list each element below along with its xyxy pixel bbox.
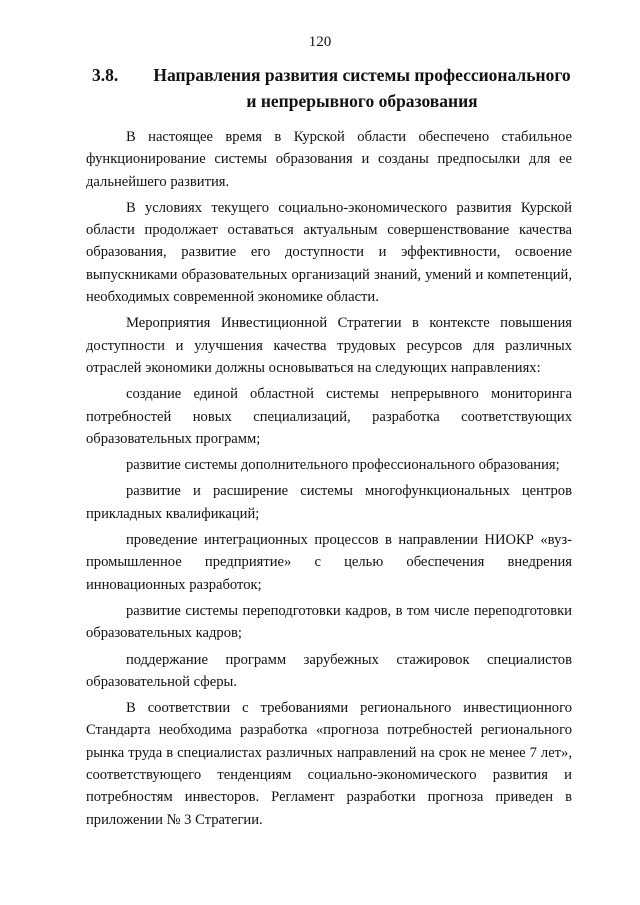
document-body [86, 126, 572, 835]
section-number: 3.8. [92, 65, 119, 85]
list-item: развитие и расширение системы многофункциональных центров прикладных квалификаций; [86, 483, 572, 522]
paragraph: В условиях текущего социально-экономического развития Курской области продолжает оставаться актуальным совершенствование качества образования, развитие его доступности и эффективности, освоение выпускниками образовательных организаций знаний, умений и компетенций, необходимых современной экономике области. [86, 199, 572, 306]
list-item: проведение интеграционных процессов в направлении НИОКР «вуз-промышленное предприятие» с целью обеспечения внедрения инновационных разработок; [86, 532, 572, 593]
paragraph: В соответствии с требованиями регионального инвестиционного Стандарта необходима разработка «прогноза потребностей регионального рынка труда в специалистах различных направлений на срок не менее 7 лет», соответствующего тенденциям социально-экономического развития и потребностям инвесторов. Регламент разработки прогноза приведен в приложении № 3 Стратегии. [86, 700, 572, 828]
list-item: поддержание программ зарубежных стажировок специалистов образовательной сферы. [86, 651, 572, 690]
paragraph: Мероприятия Инвестиционной Стратегии в контексте повышения доступности и улучшения качества трудовых ресурсов для различных отраслей экономики должны основываться на следующих направлениях: [86, 315, 572, 376]
section-title: Направления развития системы профессионального и непрерывного образования [153, 65, 571, 111]
page-number: 120 [308, 34, 332, 50]
paragraph: В настоящее время в Курской области обеспечено стабильное функционирование системы образования и созданы предпосылки для ее дальнейшего развития. [86, 129, 572, 190]
list-item: развитие системы переподготовки кадров, в том числе переподготовки образовательных кадров; [86, 602, 572, 642]
section-heading [92, 62, 572, 114]
list-item: создание единой областной системы непрерывного мониторинга потребностей новых специализаций, разработка соответствующих образовательных программ; [86, 386, 572, 447]
list-item: развитие системы дополнительного профессионального образования; [126, 457, 560, 474]
